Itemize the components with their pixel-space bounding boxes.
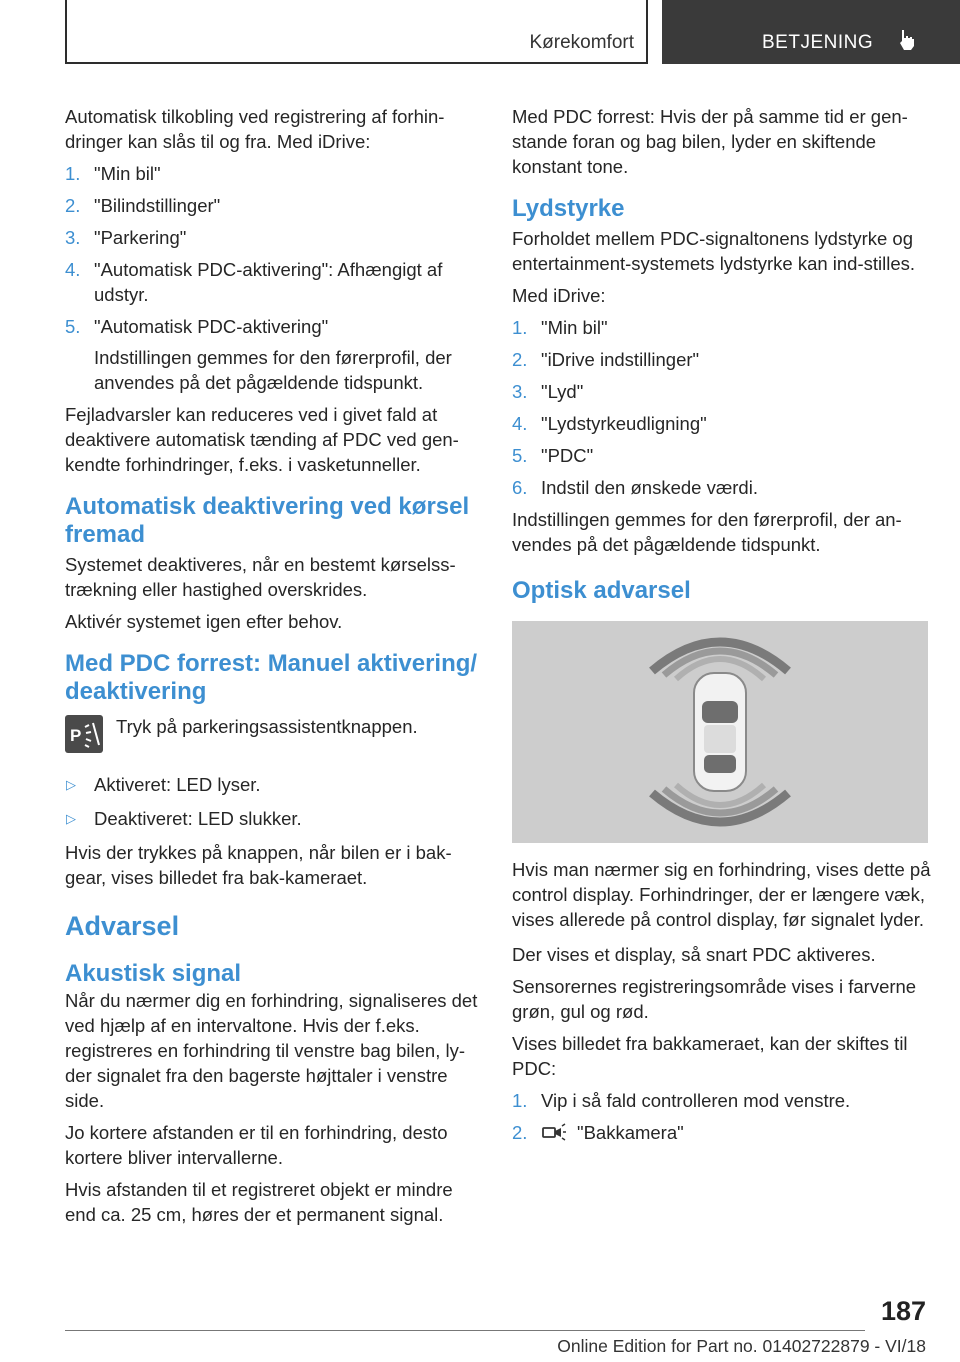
list-number: 6. xyxy=(512,477,528,498)
bullet-item xyxy=(65,772,485,797)
list-text: "Lyd" xyxy=(541,381,584,402)
list-item xyxy=(512,443,932,468)
list-number: 5. xyxy=(512,445,528,466)
car-sensor-arcs-image xyxy=(512,621,928,843)
heading-lydstyrke: Lydstyrke xyxy=(512,195,625,222)
list-item xyxy=(512,475,932,500)
heading-advarsel: Advarsel xyxy=(65,911,180,941)
list-number: 5. xyxy=(65,316,81,337)
pdc-display-illustration xyxy=(512,621,928,843)
left-column xyxy=(65,104,485,1234)
parking-assistant-button-icon xyxy=(65,715,103,753)
akustisk-text-1: Når du nærmer dig en forhindring, signaliseres det ved hjælp af en intervaltone. Hvis der f.eks. registreres en forhindring til venstre bag bilen, ly-der signalet fra den bagerste højttaler i venstre side. xyxy=(65,990,478,1111)
idrive-steps-list xyxy=(65,161,485,395)
lydstyrke-text-2: Med iDrive: xyxy=(512,285,606,306)
list-text: "Bilindstillinger" xyxy=(94,195,221,216)
pdc-forrest-text: Med PDC forrest: Hvis der på samme tid er gen-stande foran og bag bilen, lyder en skiftende konstant tone. xyxy=(512,106,908,177)
intro-text: Automatisk tilkobling ved registrering af forhin-dringer kan slås til og fra. Med iDrive: xyxy=(65,106,445,152)
bullet-text: Deaktiveret: LED slukker. xyxy=(94,808,302,829)
akustisk-text-2: Jo kortere afstanden er til en forhindring, desto kortere bliver intervallerne. xyxy=(65,1122,448,1168)
optisk-text-2: Der vises et display, så snart PDC aktiveres. xyxy=(512,944,876,965)
list-number: 3. xyxy=(512,381,528,402)
footer-edition-text: Online Edition for Part no. 01402722879 - VI/18 xyxy=(557,1336,926,1356)
list-text: "Lydstyrkeudligning" xyxy=(541,413,707,434)
list-item xyxy=(65,225,485,250)
list-item xyxy=(65,161,485,186)
button-instruction xyxy=(65,714,485,758)
list-subtext: Indstillingen gemmes for den førerprofil, der anvendes på det pågældende tidspunkt. xyxy=(94,347,452,393)
list-text: Indstil den ønskede værdi. xyxy=(541,477,758,498)
list-text: "Min bil" xyxy=(94,163,161,184)
list-text: "Automatisk PDC-aktivering": Afhængigt af udstyr. xyxy=(94,259,443,305)
list-number: 4. xyxy=(512,413,528,434)
list-item xyxy=(65,314,485,395)
hand-pointer-icon xyxy=(896,28,920,52)
lydstyrke-text-1: Forholdet mellem PDC-signaltonens lydstyrke og entertainment-systemets lydstyrke kan ind-stilles. xyxy=(512,228,916,274)
tryk-text: Tryk på parkeringsassistentknappen. xyxy=(116,716,418,737)
header-chapter-title: BETJENING xyxy=(762,32,874,53)
optisk-text-1: Hvis man nærmer sig en forhindring, vises dette på control display. Forhindringer, der er længere væk, vises allerede på control display, før signalet lyder. xyxy=(512,859,931,930)
list-item xyxy=(512,1120,932,1147)
list-number: 3. xyxy=(65,227,81,248)
header-section-box xyxy=(65,0,648,64)
list-text: Vip i så fald controlleren mod venstre. xyxy=(541,1090,851,1111)
list-item xyxy=(512,315,932,340)
heading-automatisk-deaktivering: Automatisk deaktivering ved kørsel fremad xyxy=(65,493,470,548)
optisk-text-3: Sensorernes registreringsområde vises i farverne grøn, gul og rød. xyxy=(512,976,917,1022)
lydstyrke-text-3: Indstillingen gemmes for den førerprofil, der an-vendes på det pågældende tidspunkt. xyxy=(512,509,902,555)
triangle-bullet-icon: ▷ xyxy=(66,777,76,792)
svg-text:P: P xyxy=(70,726,82,745)
deakt-text-2: Aktivér systemet igen efter behov. xyxy=(65,611,343,632)
switch-steps-list xyxy=(512,1088,932,1147)
header-section-title: Kørekomfort xyxy=(529,32,634,53)
bullet-item xyxy=(65,806,485,831)
heading-optisk-advarsel: Optisk advarsel xyxy=(512,577,691,604)
fejladvarsler-text: Fejladvarsler kan reduceres ved i givet fald at deaktivere automatisk tænding af PDC ved gen-kendte forhindringer, f.eks. i vasketunneller. xyxy=(65,404,459,475)
list-text: "Bakkamera" xyxy=(577,1122,684,1143)
deakt-text-1: Systemet deaktiveres, når en bestemt kørselss-trækning eller hastighed overskrides. xyxy=(65,554,456,600)
list-item xyxy=(512,379,932,404)
list-text: "Automatisk PDC-aktivering" xyxy=(94,316,329,337)
list-item xyxy=(512,411,932,436)
list-text: "Parkering" xyxy=(94,227,187,248)
bullet-text: Aktiveret: LED lyser. xyxy=(94,774,261,795)
heading-manuel-aktivering: Med PDC forrest: Manuel aktivering/ deaktivering xyxy=(65,650,478,705)
list-number: 1. xyxy=(65,163,81,184)
heading-akustisk-signal: Akustisk signal xyxy=(65,960,242,987)
list-item xyxy=(512,347,932,372)
akustisk-text-3: Hvis afstanden til et registreret objekt er mindre end ca. 25 cm, høres der et permanent signal. xyxy=(65,1179,453,1225)
optisk-text-4: Vises billedet fra bakkameraet, kan der skiftes til PDC: xyxy=(512,1033,908,1079)
reverse-camera-icon xyxy=(541,1122,567,1147)
list-number: 2. xyxy=(65,195,81,216)
list-number: 1. xyxy=(512,1090,528,1111)
page-number: 187 xyxy=(880,1296,926,1326)
list-item xyxy=(512,1088,932,1113)
triangle-bullet-icon: ▷ xyxy=(66,811,76,826)
bakgear-text: Hvis der trykkes på knappen, når bilen er i bak-gear, vises billedet fra bak-kameraet. xyxy=(65,842,452,888)
list-number: 2. xyxy=(512,349,528,370)
list-item xyxy=(65,193,485,218)
lydstyrke-steps-list xyxy=(512,315,932,500)
list-number: 2. xyxy=(512,1122,528,1143)
right-column xyxy=(512,104,932,1154)
footer-divider xyxy=(65,1330,865,1331)
list-item xyxy=(65,257,485,307)
list-number: 4. xyxy=(65,259,81,280)
list-text: "PDC" xyxy=(541,445,594,466)
list-number: 1. xyxy=(512,317,528,338)
list-text: "Min bil" xyxy=(541,317,608,338)
list-text: "iDrive indstillinger" xyxy=(541,349,700,370)
header-chapter-box xyxy=(662,0,960,64)
